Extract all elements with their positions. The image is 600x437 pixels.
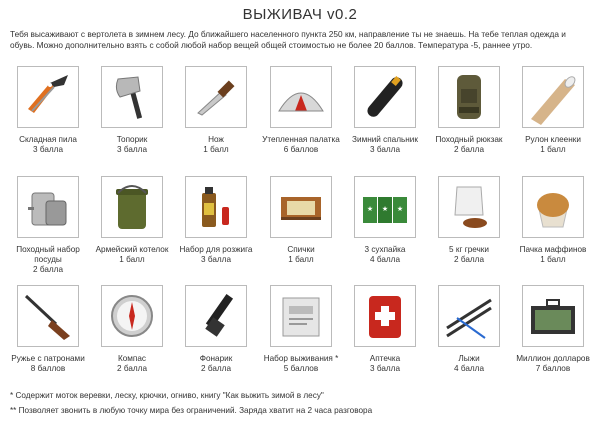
matches-icon: [273, 179, 329, 235]
item-points: 2 балла: [117, 364, 147, 373]
footnote-survival-kit: * Содержит моток веревки, леску, крючки, огниво, книгу "Как выжить зимой в лесу": [10, 391, 324, 400]
item-points: 2 балла: [33, 265, 63, 274]
rations-icon: [357, 179, 413, 235]
folding-saw-icon: [20, 69, 76, 125]
item-card[interactable]: [88, 170, 172, 282]
item-card[interactable]: [425, 170, 509, 282]
item-card[interactable]: [509, 279, 593, 391]
item-name: 3 сухпайка: [364, 245, 406, 254]
item-card[interactable]: [257, 170, 341, 282]
item-card[interactable]: [509, 60, 593, 172]
item-points: 3 балла: [370, 145, 400, 154]
footnote-phone: ** Позволяет звонить в любую точку мира без ограничений. Заряда хватит на 2 часа разговора: [10, 406, 373, 415]
item-card[interactable]: [4, 60, 88, 172]
svg-text:★: ★: [396, 206, 404, 213]
oilcloth-roll-icon: [525, 69, 581, 125]
item-points: 1 балл: [203, 145, 229, 154]
item-points: 1 балл: [119, 255, 145, 264]
intro-text: Тебя высаживают с вертолета в зимнем лесу. До ближайшего населенного пункта 250 км, направление ты не знаешь. На тебе теплая одежда и обувь. Можно дополнительно взять с собой любой набор вещей общей стоимостью не более 20 баллов. Температура -5, раннее утро.: [10, 29, 566, 50]
rifle-icon: [20, 288, 76, 344]
first-aid-icon: [357, 288, 413, 344]
item-name: Нож: [208, 135, 224, 144]
item-points: 7 баллов: [535, 364, 571, 373]
sleeping-bag-icon: [357, 69, 413, 125]
item-points: 3 балла: [201, 255, 231, 264]
item-card[interactable]: [88, 60, 172, 172]
item-card[interactable]: [341, 279, 425, 391]
item-name: Аптечка: [369, 354, 401, 363]
item-card[interactable]: [172, 60, 256, 172]
item-name: Набор выживания *: [263, 354, 339, 363]
tent-icon: [273, 69, 329, 125]
item-points: 3 балла: [33, 145, 63, 154]
item-points: 3 балла: [370, 364, 400, 373]
page-title: ВЫЖИВАЧ v0.2: [242, 6, 358, 23]
backpack-icon: [441, 69, 497, 125]
item-name: 5 кг гречки: [449, 245, 489, 254]
item-card[interactable]: [425, 60, 509, 172]
money-case-icon: [525, 288, 581, 344]
item-card[interactable]: [172, 170, 256, 282]
buckwheat-icon: [441, 179, 497, 235]
item-card[interactable]: [425, 279, 509, 391]
item-points: 1 балл: [288, 255, 314, 264]
hatchet-icon: [104, 69, 160, 125]
knife-icon: [188, 69, 244, 125]
item-name: Зимний спальник: [352, 135, 418, 144]
item-name: Миллион долларов: [516, 354, 590, 363]
item-points: 3 балла: [117, 145, 147, 154]
item-points: 4 балла: [370, 255, 400, 264]
item-card[interactable]: [172, 279, 256, 391]
item-name: Компас: [117, 354, 147, 363]
compass-icon: [104, 288, 160, 344]
cookware-icon: [20, 179, 76, 235]
army-pot-icon: [104, 179, 160, 235]
item-card[interactable]: [4, 170, 88, 282]
item-points: 4 балла: [454, 364, 484, 373]
item-card[interactable]: [341, 60, 425, 172]
item-card[interactable]: [341, 170, 425, 282]
flashlight-icon: [188, 288, 244, 344]
item-name: Набор для розжига: [179, 245, 253, 254]
item-name: Рулон клеенки: [525, 135, 581, 144]
item-points: 1 балл: [540, 145, 566, 154]
item-points: 2 балла: [454, 145, 484, 154]
item-name: Походный рюкзак: [435, 135, 503, 144]
item-card[interactable]: [257, 279, 341, 391]
skis-icon: [441, 288, 497, 344]
survival-kit-icon: [273, 288, 329, 344]
fire-kit-icon: [188, 179, 244, 235]
svg-text:★: ★: [381, 206, 389, 213]
item-name: Ружье с патронами: [11, 354, 85, 363]
item-points: 6 баллов: [283, 145, 319, 154]
item-name: Походный набор посуды: [16, 245, 80, 264]
item-card[interactable]: [257, 60, 341, 172]
muffin-icon: [525, 179, 581, 235]
item-card[interactable]: [88, 279, 172, 391]
item-name: Топорик: [116, 135, 148, 144]
item-name: Лыжи: [458, 354, 480, 363]
item-name: Складная пила: [19, 135, 77, 144]
item-name: Армейский котелок: [95, 245, 169, 254]
item-name: Пачка маффинов: [519, 245, 587, 254]
svg-text:★: ★: [366, 206, 374, 213]
item-card[interactable]: [509, 170, 593, 282]
item-name: Утепленная палатка: [262, 135, 340, 144]
item-name: Спички: [287, 245, 315, 254]
item-card[interactable]: [4, 279, 88, 391]
item-points: 5 баллов: [283, 364, 319, 373]
item-points: 2 балла: [454, 255, 484, 264]
item-points: 1 балл: [540, 255, 566, 264]
item-name: Фонарик: [199, 354, 233, 363]
item-points: 2 балла: [201, 364, 231, 373]
item-points: 8 баллов: [30, 364, 66, 373]
